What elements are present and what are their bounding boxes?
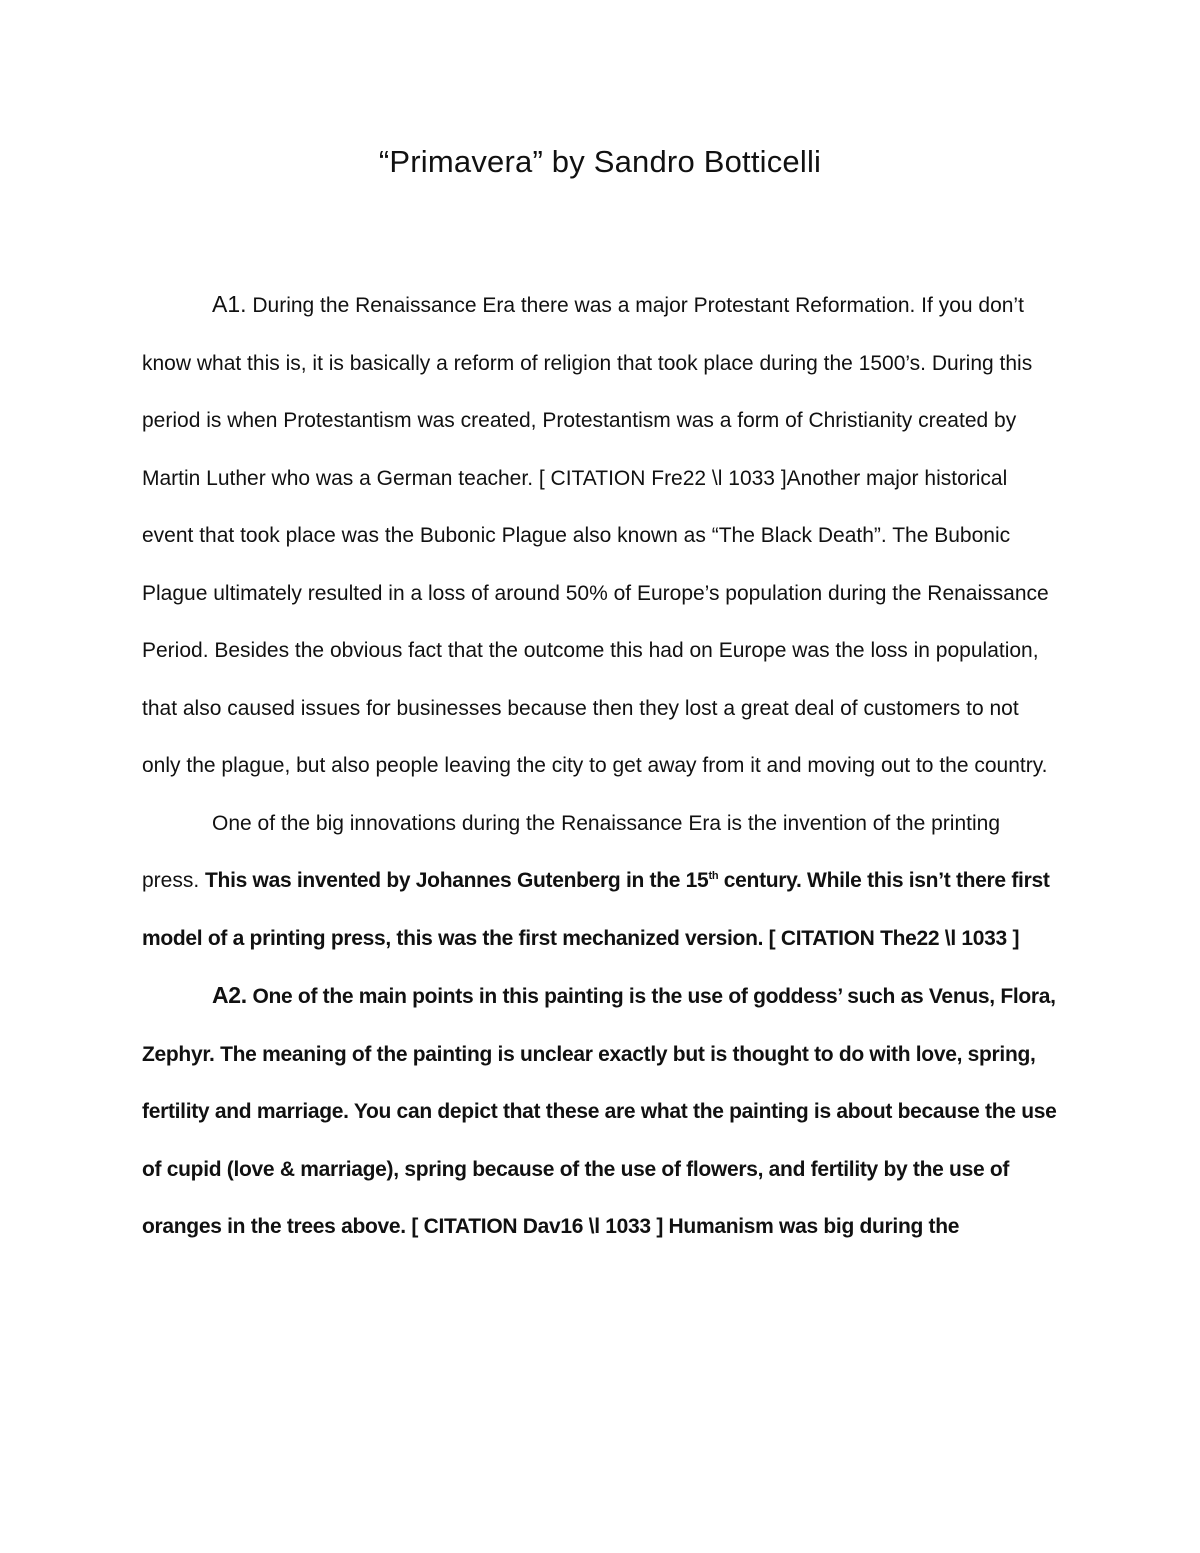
paragraph-a2	[142, 967, 1060, 1256]
paragraph-printing-press-text: One of the big innovations during the Renaissance Era is the invention of the printing press.	[142, 811, 1001, 892]
superscript-th: th	[708, 870, 719, 882]
paragraph-printing-press-bold-b: century. While this isn’t there first model of a printing press, this was the first mechanized version. [ CITATION The22 \l 1033 ]	[142, 869, 1050, 950]
section-label-a2: A2.	[212, 982, 247, 1008]
page-title: “Primavera” by Sandro Botticelli	[378, 144, 822, 179]
paragraph-printing-press	[142, 795, 1060, 968]
paragraph-a1-text: During the Renaissance Era there was a major Protestant Reformation. If you don’t know what this is, it is basically a reform of religion that took place during the 1500’s. During this period is when Protestantism was created, Protestantism was a form of Christianity created by Martin Luther who was a German teacher. [ CITATION Fre22 \l 1033 ]Another major historical event that took place was the Bubonic Plague also known as “The Black Death”. The Bubonic Plague ultimately resulted in a loss of around 50% of Europe’s population during the Renaissance Period. Besides the obvious fact that the outcome this had on Europe was the loss in population, that also caused issues for businesses because then they lost a great deal of customers to not only the plague, but also people leaving the city to get away from it and moving out to the country.	[142, 294, 1049, 777]
paragraph-printing-press-bold-a: This was invented by Johannes Gutenberg in the 15	[205, 869, 709, 892]
document-body	[142, 276, 1060, 1256]
paragraph-a2-text: One of the main points in this painting is the use of goddess’ such as Venus, Flora, Zephyr. The meaning of the painting is unclear exactly but is thought to do with love, spring, fertility and marriage. You can depict that these are what the painting is about because the use of cupid (love & marriage), spring because of the use of flowers, and fertility by the use of oranges in the trees above. [ CITATION Dav16 \l 1033 ] Humanism was big during the	[142, 985, 1057, 1238]
section-label-a1: A1.	[212, 291, 247, 317]
paragraph-a1	[142, 276, 1060, 795]
